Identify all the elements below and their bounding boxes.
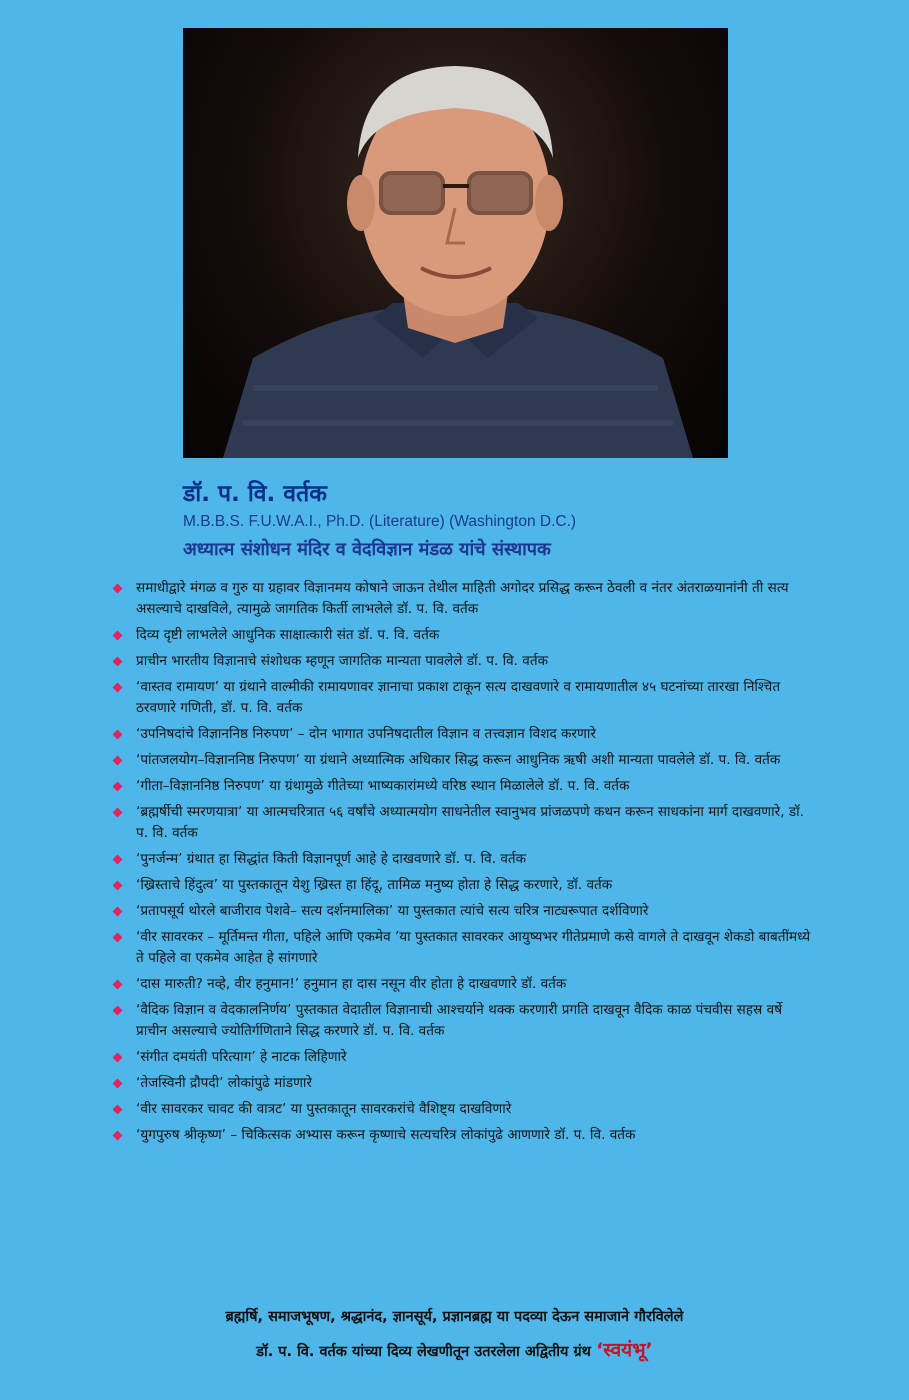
list-item: ‘युगपुरुष श्रीकृष्ण’ – चिकित्सक अभ्यास करून कृष्णाचे सत्यचरित्र लोकांपुढे आणणारे डॉ. प. वि. वर्तक [112, 1125, 812, 1146]
author-founder-line: अध्यात्म संशोधन मंदिर व वेदविज्ञान मंडळ यांचे संस्थापक [183, 539, 551, 560]
list-item: ‘प्रतापसूर्य थोरले बाजीराव पेशवे– सत्य दर्शनमालिका’ या पुस्तकात त्यांचे सत्य चरित्र नाट्यरूपात दर्शविणारे [112, 901, 812, 922]
book-credit-line [0, 1336, 909, 1362]
list-item: समाधीद्वारे मंगळ व गुरु या ग्रहावर विज्ञानमय कोषाने जाऊन तेथील माहिती अगोदर प्रसिद्ध करून ठेवली व नंतर अंतराळयानांनी ती सत्य असल्याचे दाखविले, त्यामुळे जागतिक किर्ती लाभलेले डॉ. प. वि. वर्तक [112, 578, 812, 620]
diamond-bullet-icon [113, 980, 123, 990]
diamond-bullet-icon [113, 1006, 123, 1016]
diamond-bullet-icon [113, 1053, 123, 1063]
diamond-bullet-icon [113, 855, 123, 865]
diamond-bullet-icon [113, 584, 123, 594]
list-item: ‘तेजस्विनी द्रौपदी’ लोकांपुढे मांडणारे [112, 1073, 812, 1094]
list-item: ‘वीर सावरकर – मूर्तिमन्त गीता, पहिले आणि एकमेव ’या पुस्तकात सावरकर आयुष्यभर गीतेप्रमाणे कसे वागले ते दाखवून शेकडो बाबतींमध्ये ते पहिले वा एकमेव आहेत हे सांगणारे [112, 927, 812, 969]
list-item: ‘पांतजलयोग–विज्ञाननिष्ठ निरुपण’ या ग्रंथाने अध्यात्मिक अधिकार सिद्ध करून आधुनिक ऋषी अशी मान्यता पावलेले डॉ. प. वि. वर्तक [112, 750, 812, 771]
list-item: दिव्य दृष्टी लाभलेले आधुनिक साक्षात्कारी संत डॉ. प. वि. वर्तक [112, 625, 812, 646]
diamond-bullet-icon [113, 631, 123, 641]
diamond-bullet-icon [113, 782, 123, 792]
list-item: ‘उपनिषदांचे विज्ञाननिष्ठ निरुपण’ – दोन भागात उपनिषदातील विज्ञान व तत्त्वज्ञान विशद करणारे [112, 724, 812, 745]
list-item: प्राचीन भारतीय विज्ञानाचे संशोधक म्हणून जागतिक मान्यता पावलेले डॉ. प. वि. वर्तक [112, 651, 812, 672]
list-item: ‘ब्रह्मर्षीची स्मरणयात्रा’ या आत्मचरित्रात ५६ वर्षांचे अध्यात्मयोग साधनेतील स्वानुभव प्रांजळपणे कथन करून साधकांना मार्ग दाखवणारे, डॉ. प. वि. वर्तक [112, 802, 812, 844]
list-item: ‘वीर सावरकर चावट की वात्रट’ या पुस्तकातून सावरकरांचे वैशिष्ट्य दाखविणारे [112, 1099, 812, 1120]
diamond-bullet-icon [113, 730, 123, 740]
achievement-list [112, 578, 812, 1151]
list-item: ‘वास्तव रामायण’ या ग्रंथाने वाल्मीकी रामायणावर ज्ञानाचा प्रकाश टाकून सत्य दाखवणारे व रामायणातील ४५ घटनांच्या तारखा निश्चित ठरवणारे गणिती, डॉ. प. वि. वर्तक [112, 677, 812, 719]
diamond-bullet-icon [113, 808, 123, 818]
diamond-bullet-icon [113, 756, 123, 766]
list-item: ‘पुनर्जन्म’ ग्रंथात हा सिद्धांत किती विज्ञानपूर्ण आहे हे दाखवणारे डॉ. प. वि. वर्तक [112, 849, 812, 870]
list-item: ‘ख्रिस्ताचे हिंदुत्व’ या पुस्तकातून येशु ख्रिस्त हा हिंदू, तामिळ मनुष्य होता हे सिद्ध करणारे, डॉ. वर्तक [112, 875, 812, 896]
author-qualifications: M.B.B.S. F.U.W.A.I., Ph.D. (Literature) (Washington D.C.) [183, 513, 577, 530]
author-name: डॉ. प. वि. वर्तक [183, 481, 327, 507]
diamond-bullet-icon [113, 933, 123, 943]
diamond-bullet-icon [113, 657, 123, 667]
author-photo [183, 28, 728, 458]
list-item: ‘गीता–विज्ञाननिष्ठ निरुपण’ या ग्रंथामुळे गीतेच्या भाष्यकारांमध्ये वरिष्ठ स्थान मिळालेले डॉ. प. वि. वर्तक [112, 776, 812, 797]
list-item: ‘दास मारुती? नव्हे, वीर हनुमान!’ हनुमान हा दास नसून वीर होता हे दाखवणारे डॉ. वर्तक [112, 974, 812, 995]
list-item: ‘संगीत दमयंती परित्याग’ हे नाटक लिहिणारे [112, 1047, 812, 1068]
diamond-bullet-icon [113, 907, 123, 917]
book-credit-text: डॉ. प. वि. वर्तक यांच्या दिव्य लेखणीतून उतरलेला अद्वितीय ग्रंथ [256, 1344, 596, 1360]
list-item: ‘वैदिक विज्ञान व वेदकालनिर्णय’ पुस्तकात वेदातील विज्ञानाची आश्चर्याने थक्क करणारी प्रगति दाखवून वैदिक काळ पंचवीस सहस्र वर्षे प्राचीन असल्याचे ज्योतिर्गणिताने सिद्ध करणारे डॉ. प. वि. वर्तक [112, 1000, 812, 1042]
diamond-bullet-icon [113, 1105, 123, 1115]
diamond-bullet-icon [113, 1079, 123, 1089]
honorifics-line: ब्रह्मर्षि, समाजभूषण, श्रद्धानंद, ज्ञानसूर्य, प्रज्ञानब्रह्म या पदव्या देऊन समाजाने गौरविलेले [225, 1309, 684, 1325]
book-title: ‘स्वयंभू’ [596, 1339, 653, 1361]
diamond-bullet-icon [113, 683, 123, 693]
diamond-bullet-icon [113, 881, 123, 891]
diamond-bullet-icon [113, 1131, 123, 1141]
